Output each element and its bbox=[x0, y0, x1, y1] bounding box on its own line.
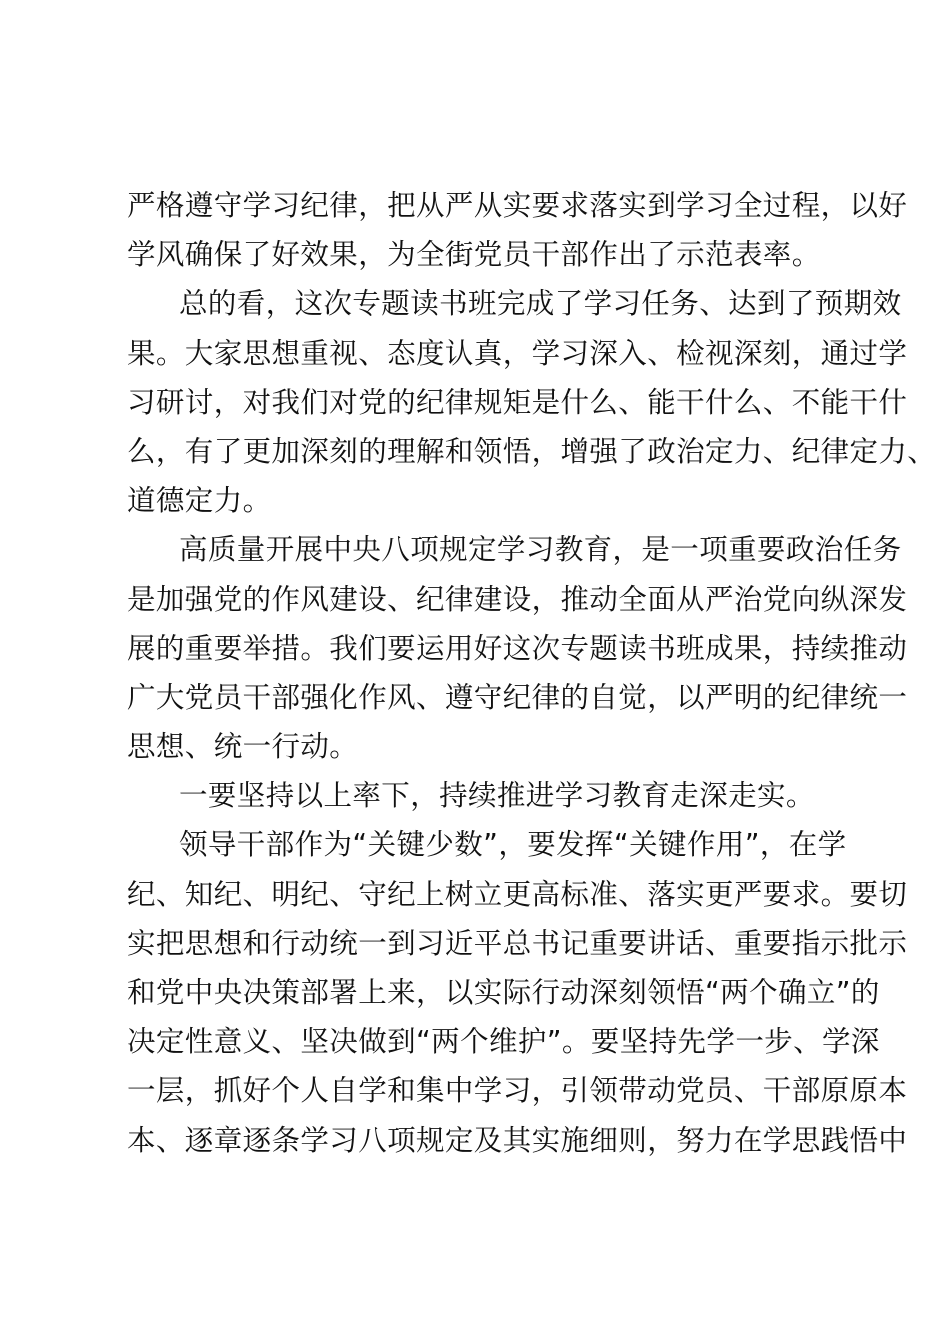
text-line: 严格遵守学习纪律，把从严从实要求落实到学习全过程，以好 bbox=[127, 189, 908, 222]
text-line: 果。大家思想重视、态度认真，学习深入、检视深刻，通过学 bbox=[127, 336, 908, 370]
text-line: 道德定力。 bbox=[127, 484, 272, 518]
text-line: 么，有了更加深刻的理解和领悟，增强了政治定力、纪律定力、 bbox=[127, 434, 937, 468]
text-line: 习研讨，对我们对党的纪律规矩是什么、能干什么、不能干什 bbox=[127, 385, 908, 419]
text-line: 决定性意义、坚决做到“两个维护”。要坚持先学一步、学深 bbox=[127, 1025, 880, 1059]
text-line: 一层，抓好个人自学和集中学习，引领带动党员、干部原原本 bbox=[127, 1074, 908, 1108]
text-line: 展的重要举措。我们要运用好这次专题读书班成果，持续推动 bbox=[127, 631, 908, 665]
paragraph-start-line: 领导干部作为“关键少数”，要发挥“关键作用”，在学 bbox=[179, 828, 847, 862]
text-line: 学风确保了好效果，为全街党员干部作出了示范表率。 bbox=[127, 238, 821, 272]
paragraph-start-line: 高质量开展中央八项规定学习教育，是一项重要政治任务 bbox=[179, 533, 902, 567]
text-line: 实把思想和行动统一到习近平总书记重要讲话、重要指示批示 bbox=[127, 926, 908, 960]
text-line: 本、逐章逐条学习八项规定及其实施细则，努力在学思践悟中 bbox=[127, 1123, 908, 1157]
section-heading-line: 一要坚持以上率下，持续推进学习教育走深走实。 bbox=[179, 779, 815, 813]
text-line: 和党中央决策部署上来，以实际行动深刻领悟“两个确立”的 bbox=[127, 976, 880, 1009]
text-line: 是加强党的作风建设、纪律建设，推动全面从严治党向纵深发 bbox=[127, 582, 908, 616]
body-text bbox=[127, 181, 937, 1165]
text-line: 纪、知纪、明纪、守纪上树立更高标准、落实更严要求。要切 bbox=[127, 877, 908, 911]
paragraph-start-line: 总的看，这次专题读书班完成了学习任务、达到了预期效 bbox=[179, 287, 902, 321]
text-line: 思想、统一行动。 bbox=[127, 730, 359, 764]
text-line: 广大党员干部强化作风、遵守纪律的自觉，以严明的纪律统一 bbox=[127, 680, 908, 714]
